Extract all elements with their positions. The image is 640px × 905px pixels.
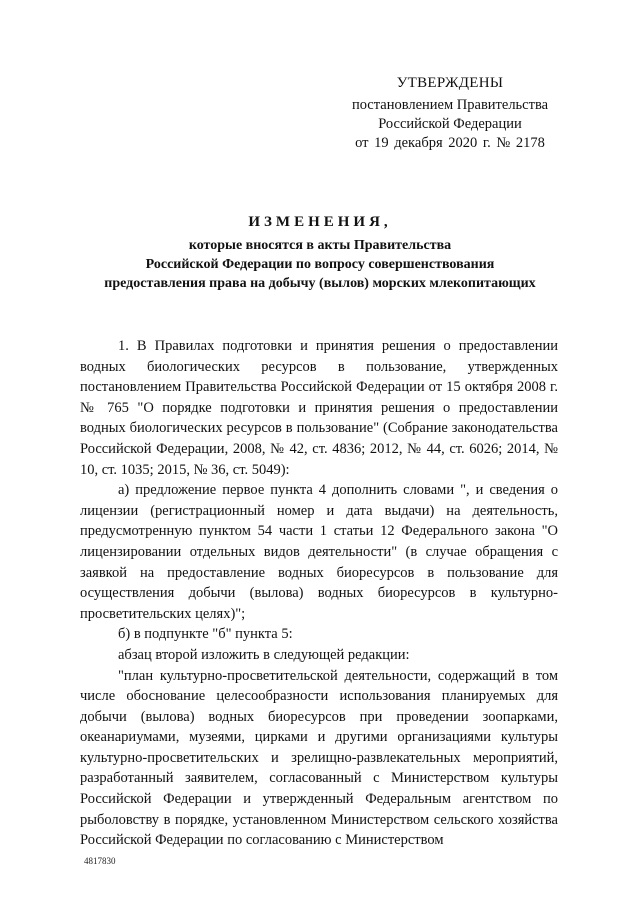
paragraph-1: 1. В Правилах подготовки и принятия решения о предоставлении водных биологических ресурсов в пользование, утвержденных постановлением Правительства Российской Федерации от 15 октября 2008 г. № 765 "О порядке подготовки и принятия решения о предоставлении водных биологических ресурсов в пользование" (Собрание законодательства Российской Федерации, 2008, № 42, ст. 4836; 2012, № 44, ст. 6026; 2014, № 10, ст. 1035; 2015, № 36, ст. 5049):: [80, 338, 558, 478]
approval-stamp: [330, 74, 570, 153]
paragraph-2: а) предложение первое пункта 4 дополнить словами ", и сведения о лицензии (регистрационный номер и дата выдачи) на деятельность, предусмотренную пунктом 54 части 1 статьи 12 Федерального закона "О лицензировании отдельных видов деятельности" (в случае обращения с заявкой на предоставление водных биоресурсов в пользование для осуществления добычи (вылова) водных биоресурсов в культурно-просветительских целях)";: [80, 482, 558, 622]
document-title: ИЗМЕНЕНИЯ,: [248, 214, 392, 230]
document-subtitle-line-3: предоставления права на добычу (вылов) морских млекопитающих: [104, 276, 536, 291]
document-title-block: [60, 212, 580, 293]
paragraph-4: абзац второй изложить в следующей редакции:: [118, 646, 410, 663]
approval-line-2: Российской Федерации: [378, 116, 522, 132]
document-subtitle-line-2: Российской Федерации по вопросу совершенствования: [145, 257, 495, 272]
approval-line-1: постановлением Правительства: [351, 97, 549, 113]
document-code: 4817830: [84, 856, 116, 866]
paragraph-5: "план культурно-просветительской деятельности, содержащий в том числе обоснование целесообразности использования планируемых для добычи (вылова) водных биоресурсов при проведении зоопарками, океанариумами, музеями, цирками и другими организациями культуры культурно-просветительских и зрелищно-развлекательных мероприятий, разработанный заявителем, согласованный с Министерством культуры Российской Федерации и утвержденный Федеральным агентством по рыболовству в порядке, установленном Министерством сельского хозяйства Российской Федерации по согласованию с Министерством: [80, 667, 558, 849]
document-subtitle-line-1: которые вносятся в акты Правительства: [188, 238, 452, 253]
approval-line-3: от 19 декабря 2020 г. № 2178: [355, 135, 545, 151]
approval-heading: УТВЕРЖДЕНЫ: [396, 75, 504, 91]
paragraph-3: б) в подпункте "б" пункта 5:: [118, 626, 293, 643]
document-body: [80, 336, 558, 851]
